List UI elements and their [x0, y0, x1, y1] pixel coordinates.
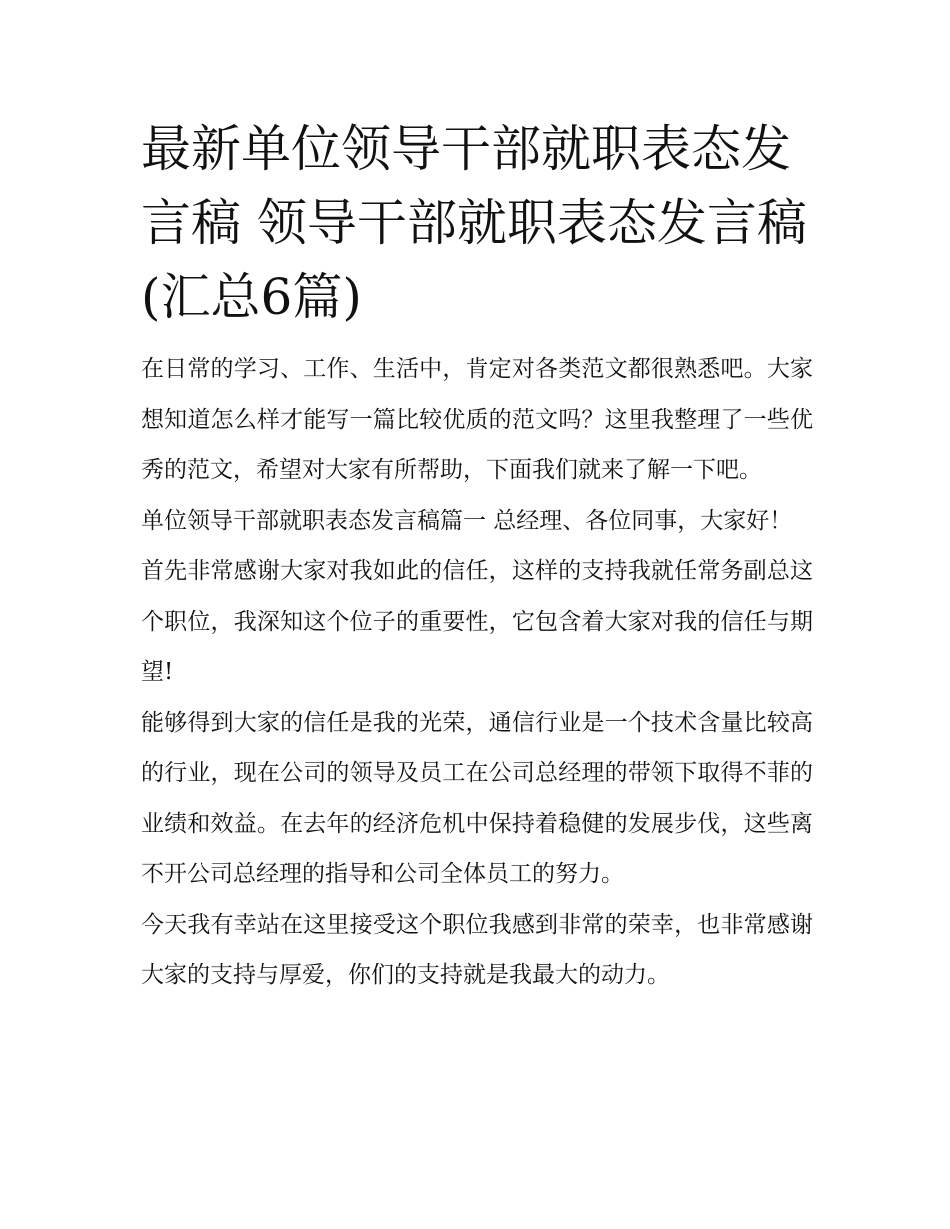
paragraph-thanks: 首先非常感谢大家对我如此的信任，这样的支持我就任常务副总这个职位，我深知这个位子的重要性，它包含着大家对我的信任与期望!	[141, 558, 813, 685]
document-page	[141, 112, 813, 1001]
paragraph-industry: 能够得到大家的信任是我的光荣，通信行业是一个技术含量比较高的行业，现在公司的领导及员工在公司总经理的带领下取得不菲的业绩和效益。在去年的经济危机中保持着稳健的发展步伐，这些离不开公司总经理的指导和公司全体员工的努力。	[141, 709, 813, 887]
document-title: 最新单位领导干部就职表态发言稿 领导干部就职表态发言稿(汇总6篇)	[141, 120, 807, 326]
paragraph-intro: 在日常的学习、工作、生活中，肯定对各类范文都很熟悉吧。大家想知道怎么样才能写一篇比较优质的范文吗？这里我整理了一些优秀的范文，希望对大家有所帮助，下面我们就来了解一下吧。	[141, 356, 813, 483]
paragraph-section-heading: 单位领导干部就职表态发言稿篇一 总经理、各位同事，大家好！	[141, 507, 793, 534]
paragraph-honor: 今天我有幸站在这里接受这个职位我感到非常的荣幸，也非常感谢大家的支持与厚爱，你们的支持就是我最大的动力。	[141, 911, 813, 988]
